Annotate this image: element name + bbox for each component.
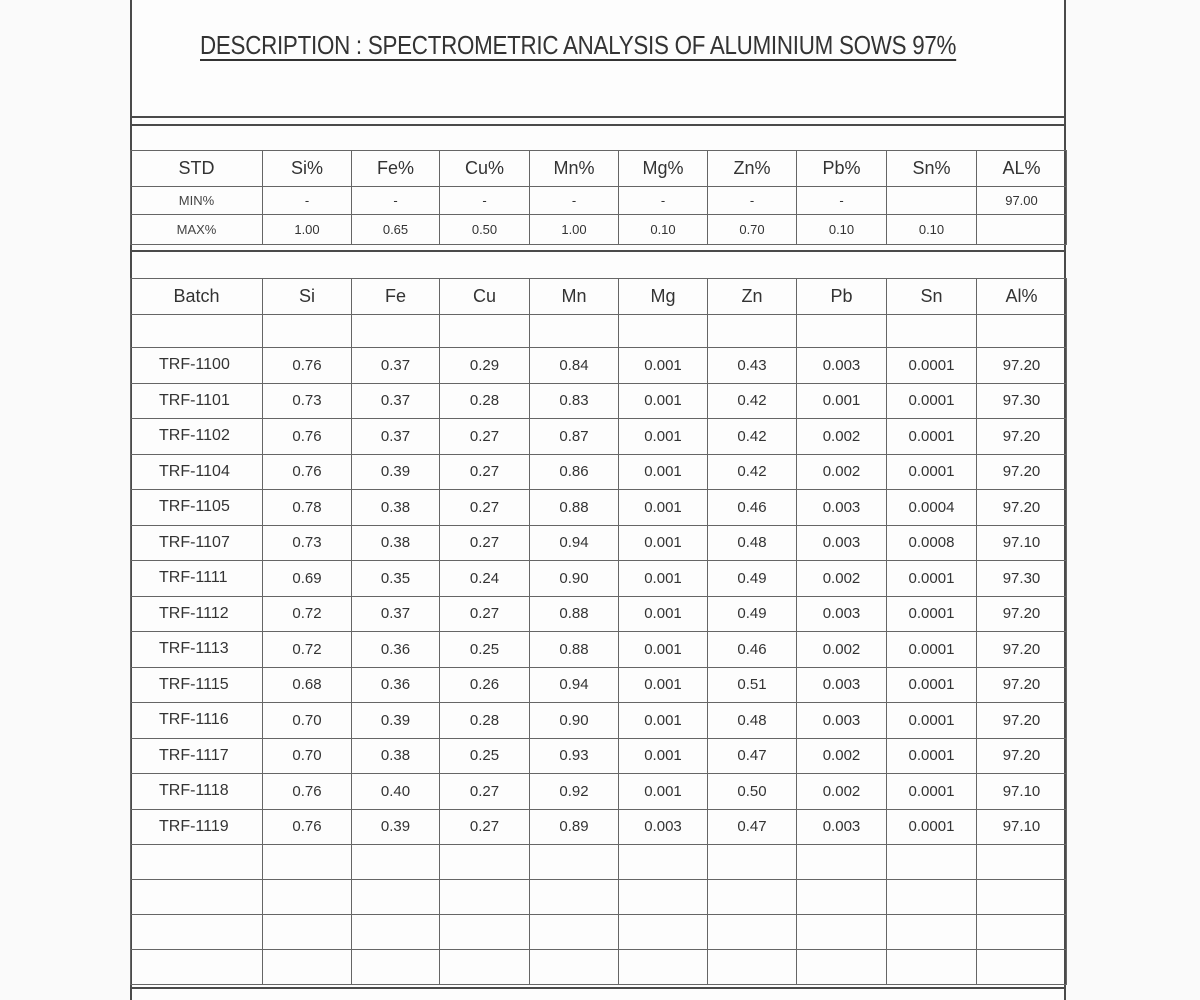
std-header-cell: STD [131,151,263,187]
blank-cell [708,845,797,880]
batch-id-cell: TRF-1102 [131,419,263,455]
batch-value-cell: 0.51 [708,667,797,703]
batch-value-cell: 0.0001 [887,738,977,774]
batch-value-cell: 0.0001 [887,596,977,632]
batch-value-cell: 97.20 [977,490,1067,526]
batch-value-cell: 0.002 [797,632,887,668]
batch-value-cell: 0.83 [530,383,619,419]
batch-value-cell: 0.0001 [887,454,977,490]
blank-cell [797,845,887,880]
blank-cell [131,950,263,985]
batch-value-cell: 0.72 [263,596,352,632]
batch-row [131,383,1067,419]
batch-value-cell: 0.28 [440,383,530,419]
batch-header-cell: Si [263,279,352,315]
batch-value-cell: 0.40 [352,774,440,810]
batch-value-cell: 0.003 [797,809,887,845]
batch-value-cell: 0.90 [530,561,619,597]
batch-value-cell: 0.50 [708,774,797,810]
batch-row [131,667,1067,703]
std-cell: 0.65 [352,215,440,245]
blank-cell [977,845,1067,880]
batch-value-cell: 0.003 [797,525,887,561]
blank-cell [887,315,977,348]
blank-cell [352,315,440,348]
batch-value-cell: 0.27 [440,525,530,561]
batch-value-cell: 0.001 [619,454,708,490]
std-cell: - [530,187,619,215]
batch-value-cell: 0.38 [352,525,440,561]
divider-line [130,124,1066,126]
batch-value-cell: 0.002 [797,738,887,774]
blank-row [131,950,1067,985]
batch-value-cell: 0.39 [352,809,440,845]
batch-value-cell: 0.47 [708,809,797,845]
std-cell: - [797,187,887,215]
batch-value-cell: 0.73 [263,383,352,419]
std-cell [887,187,977,215]
batch-header-cell: Al% [977,279,1067,315]
std-cell: - [619,187,708,215]
batch-id-cell: TRF-1101 [131,383,263,419]
batch-value-cell: 0.90 [530,703,619,739]
batch-value-cell: 0.26 [440,667,530,703]
batch-value-cell: 0.42 [708,383,797,419]
blank-cell [708,315,797,348]
batch-id-cell: TRF-1113 [131,632,263,668]
blank-cell [352,915,440,950]
std-min-row [131,187,1067,215]
batch-value-cell: 0.001 [619,490,708,526]
batch-value-cell: 0.49 [708,561,797,597]
batch-id-cell: TRF-1107 [131,525,263,561]
batch-value-cell: 0.001 [619,596,708,632]
batch-header-cell: Mn [530,279,619,315]
batch-value-cell: 0.27 [440,809,530,845]
std-header-cell: Zn% [708,151,797,187]
batch-value-cell: 0.002 [797,419,887,455]
std-max-row [131,215,1067,245]
batch-id-cell: TRF-1119 [131,809,263,845]
blank-cell [619,915,708,950]
batch-value-cell: 0.002 [797,561,887,597]
blank-cell [797,950,887,985]
batch-value-cell: 97.20 [977,454,1067,490]
std-cell: 97.00 [977,187,1067,215]
batch-value-cell: 0.25 [440,738,530,774]
blank-cell [263,915,352,950]
batch-row [131,490,1067,526]
batch-value-cell: 0.76 [263,809,352,845]
batch-value-cell: 0.89 [530,809,619,845]
blank-cell [530,845,619,880]
blank-cell [352,950,440,985]
batch-value-cell: 0.24 [440,561,530,597]
batch-value-cell: 97.20 [977,419,1067,455]
std-row-label: MAX% [131,215,263,245]
batch-value-cell: 0.27 [440,596,530,632]
batch-value-cell: 97.10 [977,809,1067,845]
batch-value-cell: 97.20 [977,738,1067,774]
batch-id-cell: TRF-1112 [131,596,263,632]
batch-value-cell: 0.0004 [887,490,977,526]
blank-cell [440,845,530,880]
batch-value-cell: 0.37 [352,596,440,632]
batch-value-cell: 0.70 [263,703,352,739]
std-header-cell: Sn% [887,151,977,187]
batch-value-cell: 0.002 [797,454,887,490]
batch-value-cell: 0.003 [797,667,887,703]
batch-value-cell: 0.001 [619,667,708,703]
batch-value-cell: 0.88 [530,596,619,632]
batch-value-cell: 0.001 [619,348,708,384]
batch-row [131,703,1067,739]
blank-cell [352,845,440,880]
batch-value-cell: 0.003 [797,703,887,739]
blank-cell [797,315,887,348]
batch-value-cell: 0.39 [352,703,440,739]
std-cell: 0.10 [619,215,708,245]
document-title: DESCRIPTION : SPECTROMETRIC ANALYSIS OF ALUMINIUM SOWS 97% [200,30,957,60]
std-cell [977,215,1067,245]
std-header-cell: Mn% [530,151,619,187]
divider-line [130,116,1066,118]
batch-value-cell: 0.27 [440,490,530,526]
batch-value-cell: 97.30 [977,561,1067,597]
batch-value-cell: 0.46 [708,632,797,668]
blank-cell [440,950,530,985]
batch-value-cell: 0.47 [708,738,797,774]
batch-header-cell: Zn [708,279,797,315]
blank-cell [131,315,263,348]
batch-value-cell: 0.92 [530,774,619,810]
blank-cell [131,845,263,880]
blank-row [131,315,1067,348]
batch-value-cell: 0.27 [440,774,530,810]
std-header-cell: Si% [263,151,352,187]
batch-id-cell: TRF-1118 [131,774,263,810]
blank-cell [619,880,708,915]
standard-spec-table [130,150,1067,245]
batch-value-cell: 0.76 [263,774,352,810]
batch-value-cell: 0.38 [352,738,440,774]
blank-cell [263,845,352,880]
blank-cell [708,950,797,985]
batch-id-cell: TRF-1111 [131,561,263,597]
batch-value-cell: 97.20 [977,596,1067,632]
batch-value-cell: 0.0001 [887,561,977,597]
blank-cell [263,880,352,915]
batch-id-cell: TRF-1116 [131,703,263,739]
batch-value-cell: 0.42 [708,419,797,455]
batch-value-cell: 0.0008 [887,525,977,561]
batch-value-cell: 0.001 [619,525,708,561]
std-header-cell: Pb% [797,151,887,187]
batch-row [131,561,1067,597]
batch-header-cell: Mg [619,279,708,315]
batch-value-cell: 0.27 [440,454,530,490]
batch-row [131,774,1067,810]
batch-value-cell: 0.70 [263,738,352,774]
batch-header-row [131,279,1067,315]
blank-cell [530,880,619,915]
blank-cell [708,915,797,950]
batch-value-cell: 0.72 [263,632,352,668]
batch-row [131,738,1067,774]
divider-line [130,987,1066,989]
std-cell: - [708,187,797,215]
batch-value-cell: 97.10 [977,525,1067,561]
batch-value-cell: 0.001 [619,738,708,774]
batch-value-cell: 0.86 [530,454,619,490]
batch-value-cell: 0.39 [352,454,440,490]
batch-row [131,596,1067,632]
batch-value-cell: 0.76 [263,454,352,490]
batch-row [131,525,1067,561]
batch-value-cell: 0.69 [263,561,352,597]
batch-value-cell: 0.0001 [887,703,977,739]
blank-cell [619,950,708,985]
batch-value-cell: 0.87 [530,419,619,455]
std-cell: 0.70 [708,215,797,245]
batch-value-cell: 0.84 [530,348,619,384]
std-header-cell: AL% [977,151,1067,187]
batch-value-cell: 0.001 [619,419,708,455]
batch-value-cell: 0.003 [797,490,887,526]
batch-value-cell: 0.43 [708,348,797,384]
blank-cell [352,880,440,915]
blank-cell [977,880,1067,915]
blank-cell [977,950,1067,985]
batch-value-cell: 0.001 [619,632,708,668]
blank-cell [619,845,708,880]
std-cell: 1.00 [530,215,619,245]
std-cell: - [352,187,440,215]
batch-value-cell: 0.0001 [887,774,977,810]
batch-value-cell: 97.20 [977,667,1067,703]
std-header-row [131,151,1067,187]
blank-cell [263,315,352,348]
batch-value-cell: 0.37 [352,348,440,384]
blank-row [131,880,1067,915]
batch-value-cell: 0.28 [440,703,530,739]
batch-value-cell: 0.25 [440,632,530,668]
batch-header-cell: Pb [797,279,887,315]
batch-value-cell: 0.76 [263,348,352,384]
batch-value-cell: 97.10 [977,774,1067,810]
blank-cell [530,915,619,950]
batch-id-cell: TRF-1115 [131,667,263,703]
blank-cell [131,915,263,950]
blank-cell [977,915,1067,950]
batch-value-cell: 0.001 [619,383,708,419]
batch-id-cell: TRF-1104 [131,454,263,490]
batch-value-cell: 0.36 [352,667,440,703]
batch-value-cell: 0.29 [440,348,530,384]
batch-value-cell: 0.0001 [887,383,977,419]
std-cell: 0.10 [887,215,977,245]
batch-value-cell: 97.20 [977,632,1067,668]
batch-header-cell: Fe [352,279,440,315]
std-cell: - [263,187,352,215]
batch-value-cell: 97.20 [977,348,1067,384]
batch-value-cell: 0.88 [530,490,619,526]
batch-id-cell: TRF-1117 [131,738,263,774]
batch-analysis-table [130,278,1067,985]
batch-value-cell: 0.46 [708,490,797,526]
blank-cell [440,315,530,348]
std-header-cell: Fe% [352,151,440,187]
std-row-label: MIN% [131,187,263,215]
batch-value-cell: 0.37 [352,419,440,455]
std-header-cell: Cu% [440,151,530,187]
batch-value-cell: 0.48 [708,703,797,739]
batch-value-cell: 0.94 [530,667,619,703]
blank-cell [440,880,530,915]
blank-cell [530,950,619,985]
batch-value-cell: 0.002 [797,774,887,810]
blank-cell [887,880,977,915]
batch-value-cell: 0.49 [708,596,797,632]
blank-cell [440,915,530,950]
batch-header-cell: Sn [887,279,977,315]
batch-value-cell: 0.0001 [887,667,977,703]
batch-value-cell: 0.68 [263,667,352,703]
batch-header-cell: Batch [131,279,263,315]
blank-cell [708,880,797,915]
divider-line [130,250,1066,252]
std-cell: 0.10 [797,215,887,245]
blank-cell [530,315,619,348]
batch-value-cell: 0.78 [263,490,352,526]
batch-value-cell: 0.001 [619,561,708,597]
batch-value-cell: 0.36 [352,632,440,668]
batch-value-cell: 0.0001 [887,632,977,668]
batch-value-cell: 0.93 [530,738,619,774]
blank-row [131,845,1067,880]
batch-id-cell: TRF-1100 [131,348,263,384]
blank-cell [263,950,352,985]
batch-row [131,348,1067,384]
batch-value-cell: 0.35 [352,561,440,597]
std-cell: 1.00 [263,215,352,245]
batch-value-cell: 0.37 [352,383,440,419]
batch-id-cell: TRF-1105 [131,490,263,526]
batch-value-cell: 0.88 [530,632,619,668]
batch-row [131,809,1067,845]
batch-value-cell: 0.001 [619,703,708,739]
batch-value-cell: 0.0001 [887,348,977,384]
std-cell: 0.50 [440,215,530,245]
blank-cell [619,315,708,348]
blank-cell [797,880,887,915]
batch-value-cell: 0.38 [352,490,440,526]
blank-cell [131,880,263,915]
batch-row [131,632,1067,668]
std-cell: - [440,187,530,215]
blank-cell [887,950,977,985]
blank-cell [887,845,977,880]
batch-value-cell: 0.76 [263,419,352,455]
batch-row [131,419,1067,455]
blank-row [131,915,1067,950]
batch-row [131,454,1067,490]
batch-value-cell: 0.94 [530,525,619,561]
batch-value-cell: 0.42 [708,454,797,490]
batch-value-cell: 97.20 [977,703,1067,739]
batch-value-cell: 97.30 [977,383,1067,419]
batch-value-cell: 0.27 [440,419,530,455]
blank-cell [887,915,977,950]
std-header-cell: Mg% [619,151,708,187]
batch-value-cell: 0.73 [263,525,352,561]
batch-value-cell: 0.0001 [887,809,977,845]
batch-header-cell: Cu [440,279,530,315]
batch-value-cell: 0.001 [619,774,708,810]
blank-cell [977,315,1067,348]
batch-value-cell: 0.001 [797,383,887,419]
batch-value-cell: 0.003 [797,596,887,632]
batch-value-cell: 0.0001 [887,419,977,455]
batch-value-cell: 0.48 [708,525,797,561]
batch-value-cell: 0.003 [797,348,887,384]
blank-cell [797,915,887,950]
batch-value-cell: 0.003 [619,809,708,845]
